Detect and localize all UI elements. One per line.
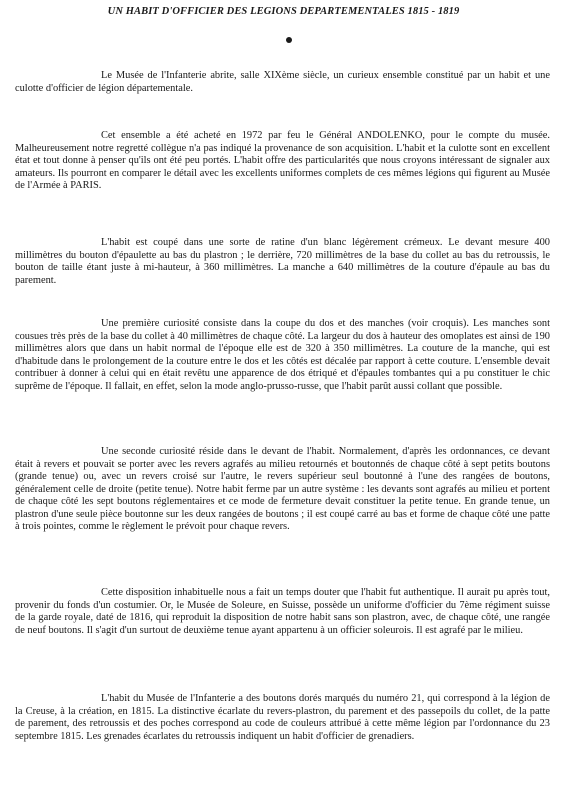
paragraph-2: Cet ensemble a été acheté en 1972 par feu le Général ANDOLENKO, pour le compte du musée. Malheureusement notre regretté collègue n'a pas indiqué la provenance de son acquisition. L'habit et la culotte sont en excellent état et tout donne à penser qu'ils ont été peu portés. L'habit offre des particularités que nous croyons intéressant de signaler aux amateurs. Ils pourront en comparer le détail avec les excellents uniformes complets de ces mêmes légions qui figurent au Musée de l'Armée à PARIS. — [15, 130, 550, 191]
paragraph-1: Le Musée de l'Infanterie abrite, salle XIXème siècle, un curieux ensemble constitué par un habit et une culotte d'officier de légion départementale. — [15, 70, 550, 94]
paragraph-4: Une première curiosité consiste dans la coupe du dos et des manches (voir croquis). Les manches sont cousues très près de la base du collet à 40 millimètres de chaque côté. La largeur du dos à hauteur des omoplates est ainsi de 190 millimètres alors que dans un habit normal de l'époque elle est de 320 à 350 millimètres. La couture de la manche, qui est d'habitude dans le prolongement de la couture entre le dos et les côtés est décalée par rapport à cette couture. L'ensemble devait contribuer à donner à celui qui en était revêtu une apparence de dos étriqué et d'épaules tombantes qui a pu constituer le chic suprême de l'époque. Il fallait, en effet, selon la mode anglo-prusso-russe, que l'habit parût aussi collant que possible. — [15, 318, 550, 392]
paragraph-7: L'habit du Musée de l'Infanterie a des boutons dorés marqués du numéro 21, qui correspond à la légion de la Creuse, à la création, en 1815. La distinctive écarlate du revers-plastron, du parement et des passepoils du collet, de la patte de parement, des retroussis et des poches correspond au code de couleurs attribué à cette même légion par l'ordonnance du 23 septembre 1815. Les grenades écarlates du retroussis indiquent un habit d'officier de grenadiers. — [15, 693, 550, 742]
paragraph-5: Une seconde curiosité réside dans le devant de l'habit. Normalement, d'après les ordonnances, ce devant était à revers et pouvait se porter avec les revers agrafés au milieu retournés et boutonnés de chaque côté à sept petits boutons (grande tenue) ou, avec un revers croisé sur l'autre, le revers supérieur seul boutonné à l'une des rangées de boutons, généralement celle de droite (petite tenue). Notre habit ferme par un autre système : les devants sont agrafés au milieu et portent de chaque côté les sept boutons réglementaires et ce mode de fermeture devait constituer la petite tenue. En grande tenue, un plastron d'une seule pièce boutonne sur les deux rangées de boutons ; il est coupé carré au bas et forme de chaque côté une patte à trois pointes, comme le règlement le prévoit pour chaque revers. — [15, 446, 550, 532]
page-title: UN HABIT D'OFFICIER DES LEGIONS DEPARTEMENTALES 1815 - 1819 — [107, 6, 460, 17]
paragraph-6: Cette disposition inhabituelle nous a fait un temps douter que l'habit fut authentique. Il aurait pu après tout, provenir du fonds d'un costumier. Or, le Musée de Soleure, en Suisse, possède un uniforme d'officier du 7ème régiment suisse de la garde royale, daté de 1816, qui reproduit la disposition de notre habit sans son plastron, avec, de chaque côté, une rangée de neuf boutons. Il s'agit d'un surtout de deuxième tenue ayant appartenu à un officier soleurois. Il est agrafé par le milieu. — [15, 587, 550, 636]
paragraph-3: L'habit est coupé dans une sorte de ratine d'un blanc légèrement crémeux. Le devant mesure 400 millimètres du bouton d'épaulette au bas du plastron ; le derrière, 720 millimètres de la base du collet au bas du retroussis, le bouton de taille étant juste à mi-hauteur, à 360 millimètres. La manche a 640 millimètres de la couture d'épaule au bas du parement. — [15, 237, 550, 286]
bullet-ornament — [286, 37, 292, 43]
